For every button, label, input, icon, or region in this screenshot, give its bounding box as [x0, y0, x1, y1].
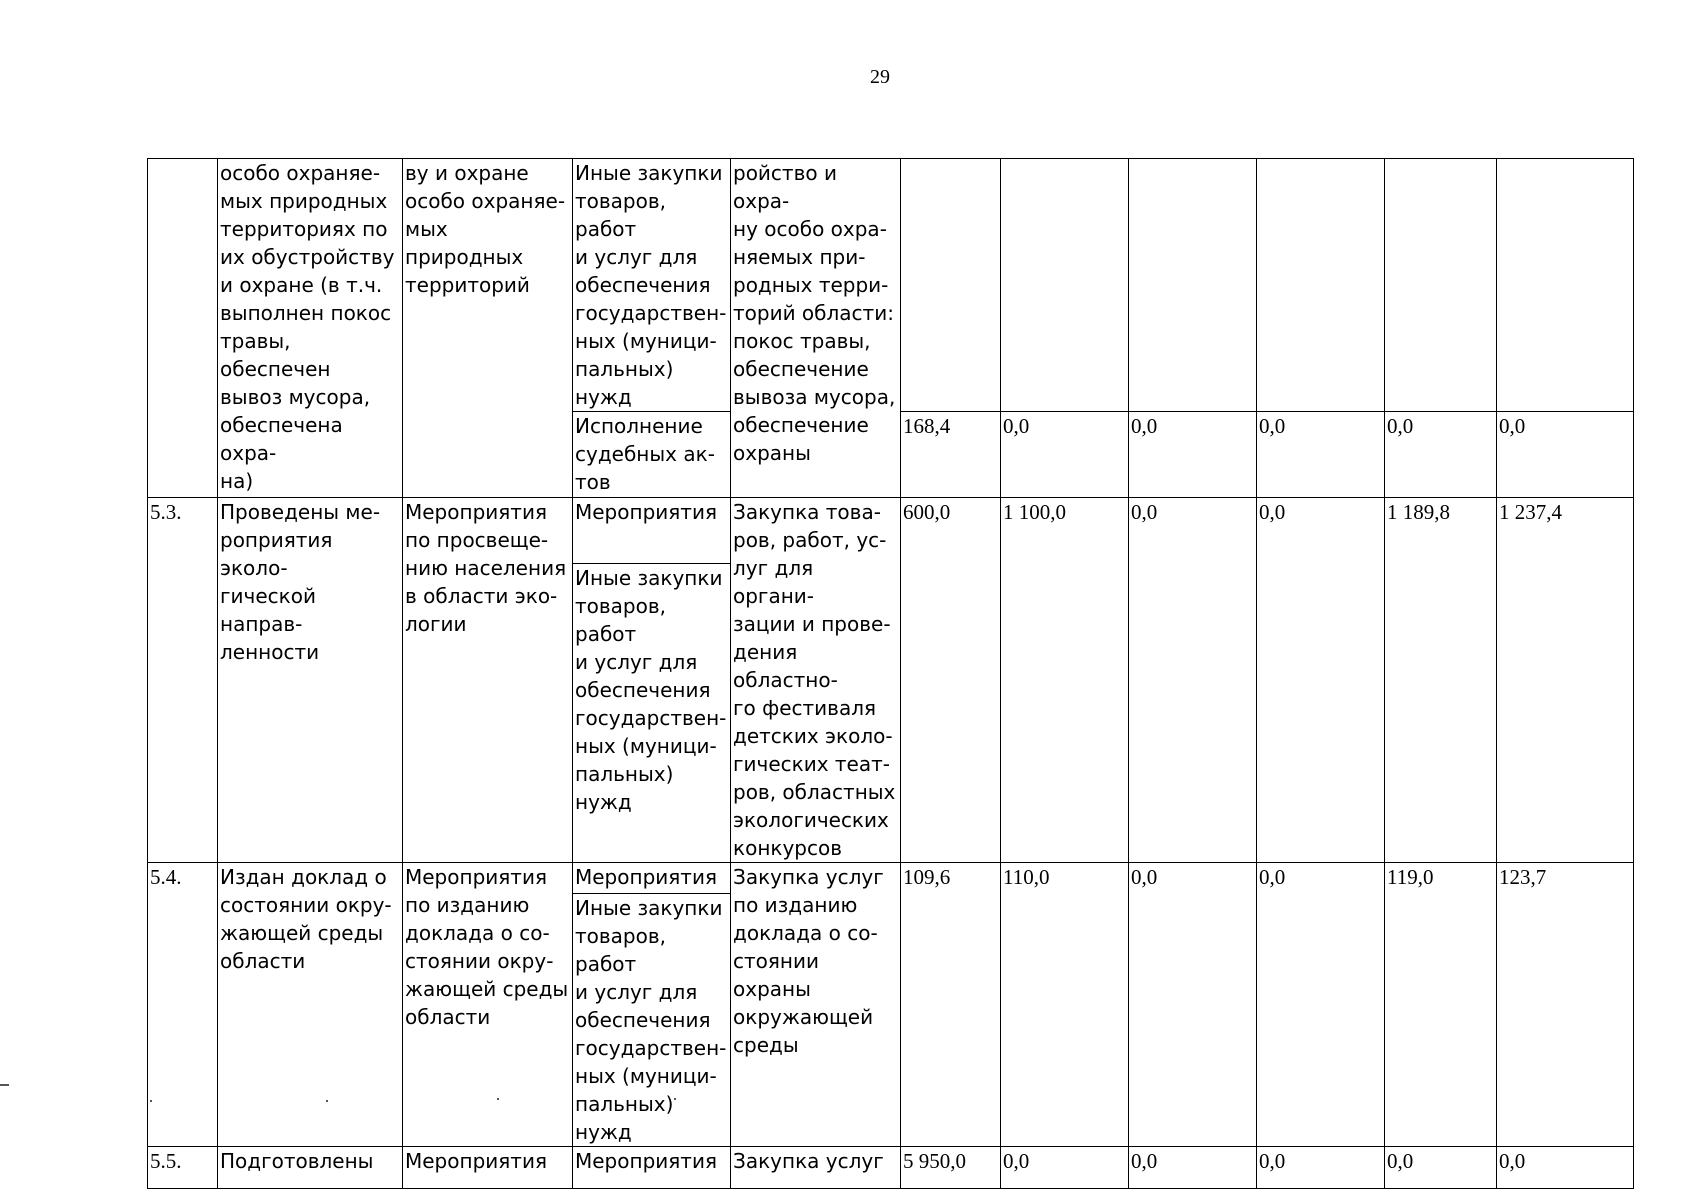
table-row: [148, 863, 1634, 894]
cell-value-empty: [1257, 159, 1385, 412]
cell-value: 5 950,0: [901, 1147, 1001, 1189]
cell-expense-type: Исполнение судебных ак- тов: [573, 412, 731, 498]
cell-value: 0,0: [1257, 412, 1385, 498]
cell-direction: Закупка услуг: [731, 1147, 901, 1189]
cell-direction: ройство и охра- ну особо охра- няемых при- родных терри- торий области: покос травы, обеспечение вывоза мусора, обеспечение охраны: [731, 159, 901, 498]
scan-mark: [674, 1098, 676, 1100]
cell-value-empty: [1001, 159, 1129, 412]
cell-number: 5.5.: [148, 1147, 218, 1189]
scan-mark: [326, 1100, 328, 1102]
cell-value: 0,0: [1001, 1147, 1129, 1189]
cell-number: 5.4.: [148, 863, 218, 1147]
cell-value: 0,0: [1497, 412, 1634, 498]
cell-value-empty: [901, 159, 1001, 412]
table-row: [148, 1147, 1634, 1189]
cell-result: Подготовлены: [218, 1147, 403, 1189]
cell-expense-type: Иные закупки товаров, работ и услуг для обеспечения государствен- ных (муници- пальных) нужд: [573, 159, 731, 412]
cell-value: 0,0: [1257, 498, 1385, 863]
scan-mark: [0, 1084, 9, 1086]
cell-value: 0,0: [1497, 1147, 1634, 1189]
cell-expense-type: Иные закупки товаров, работ и услуг для обеспечения государствен- ных (муници- пальных) нужд: [573, 894, 731, 1147]
cell-event: Мероприятия: [403, 1147, 573, 1189]
cell-value: 1 237,4: [1497, 498, 1634, 863]
cell-value-empty: [1385, 159, 1497, 412]
cell-value: 0,0: [1385, 1147, 1497, 1189]
cell-value-empty: [1129, 159, 1257, 412]
cell-result: Проведены ме- роприятия эколо- гической направ- ленности: [218, 498, 403, 863]
cell-direction: Закупка това- ров, работ, ус- луг для органи- зации и прове- дения областно- го фестиваля детских эколо- гических теат- ров, областных экологических конкурсов: [731, 498, 901, 863]
cell-number: 5.3.: [148, 498, 218, 863]
cell-value: 110,0: [1001, 863, 1129, 1147]
cell-expense-type: Иные закупки товаров, работ и услуг для обеспечения государствен- ных (муници- пальных) нужд: [573, 564, 731, 863]
cell-value: 0,0: [1257, 1147, 1385, 1189]
cell-value: 123,7: [1497, 863, 1634, 1147]
scan-mark: [497, 1098, 499, 1100]
page-number: 29: [870, 66, 890, 88]
cell-value: 119,0: [1385, 863, 1497, 1147]
cell-value: 1 189,8: [1385, 498, 1497, 863]
table-row: [148, 159, 1634, 412]
cell-value: 0,0: [1129, 498, 1257, 863]
cell-direction: Закупка услуг по изданию доклада о со- стоянии охраны окружающей среды: [731, 863, 901, 1147]
cell-event: ву и охране особо охраняе- мых природных территорий: [403, 159, 573, 498]
cell-value: 0,0: [1129, 412, 1257, 498]
cell-expense-type: Мероприятия: [573, 1147, 731, 1189]
cell-value: 168,4: [901, 412, 1001, 498]
cell-value: 0,0: [1385, 412, 1497, 498]
table-row: [148, 498, 1634, 564]
cell-value: 0,0: [1129, 1147, 1257, 1189]
scan-artifacts: [0, 1076, 1697, 1096]
scan-mark: [150, 1100, 152, 1102]
cell-value: 0,0: [1257, 863, 1385, 1147]
cell-expense-type: Мероприятия: [573, 863, 731, 894]
cell-number: [148, 159, 218, 498]
cell-value: 600,0: [901, 498, 1001, 863]
cell-value: 0,0: [1129, 863, 1257, 1147]
cell-result: Издан доклад о состоянии окру- жающей среды области: [218, 863, 403, 1147]
cell-event: Мероприятия по просвеще- нию населения в области эко- логии: [403, 498, 573, 863]
cell-value: 0,0: [1001, 412, 1129, 498]
cell-event: Мероприятия по изданию доклада о со- стоянии окру- жающей среды области: [403, 863, 573, 1147]
cell-value-empty: [1497, 159, 1634, 412]
cell-expense-type: Мероприятия: [573, 498, 731, 564]
cell-result: особо охраняе- мых природных территориях по их обустройству и охране (в т.ч. выполнен покос травы, обеспечен вывоз мусора, обеспечена охра- на): [218, 159, 403, 498]
budget-table: [147, 158, 1634, 1189]
cell-value: 109,6: [901, 863, 1001, 1147]
cell-value: 1 100,0: [1001, 498, 1129, 863]
